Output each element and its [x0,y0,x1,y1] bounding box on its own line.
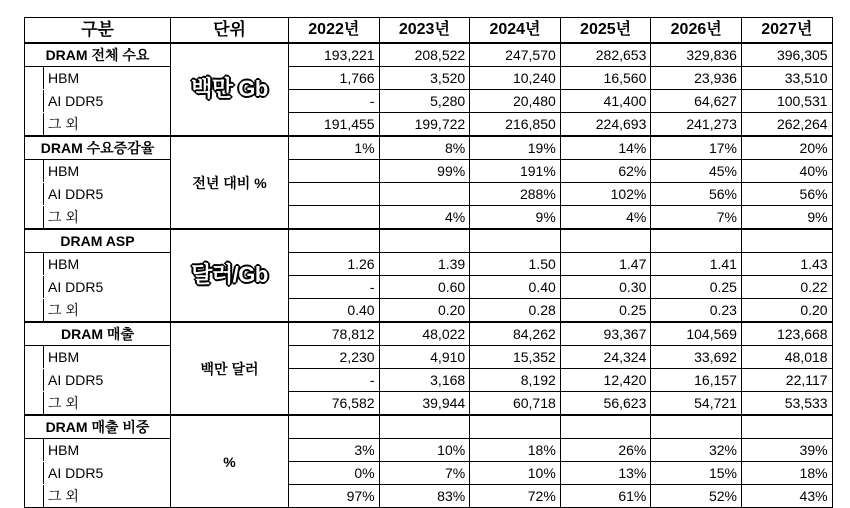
table-row [25,253,833,276]
row-label: AI DDR5 [43,276,166,298]
value-cell: 100,531 [741,90,832,113]
value-cell: 48,018 [741,346,832,369]
row-label: HBM [43,67,166,89]
table-row [25,392,833,416]
value-cell: 15,352 [470,346,561,369]
value-cell: - [289,90,380,113]
value-cell [470,415,561,439]
value-cell: 0.30 [560,276,651,299]
value-cell: 9% [741,206,832,230]
value-cell: 191% [470,160,561,183]
unit-cell [171,322,289,415]
value-cell: 56,623 [560,392,651,416]
header-year: 2026년 [651,18,742,44]
value-cell: 10% [379,439,470,462]
row-label: HBM [43,253,166,275]
value-cell: 191,455 [289,113,380,137]
value-cell: 104,569 [651,322,742,346]
table-row [25,67,833,90]
value-cell: 1.39 [379,253,470,276]
value-cell: 48,022 [379,322,470,346]
header-category: 구분 [25,18,171,44]
section-row [25,322,833,346]
table-row [25,439,833,462]
value-cell [379,229,470,253]
value-cell: 3,520 [379,67,470,90]
value-cell: 26% [560,439,651,462]
table-row [25,462,833,485]
row-label: 그 외 [43,299,166,321]
value-cell: 93,367 [560,322,651,346]
value-cell: 32% [651,439,742,462]
value-cell: 60,718 [470,392,561,416]
value-cell: 53,533 [741,392,832,416]
unit-cell [171,415,289,508]
value-cell: 10% [470,462,561,485]
value-cell: 10,240 [470,67,561,90]
row-label: 그 외 [43,485,166,507]
value-cell: 41,400 [560,90,651,113]
value-cell [741,229,832,253]
table-row [25,299,833,323]
value-cell [289,415,380,439]
section-title: DRAM 수요증감율 [25,136,171,160]
value-cell: 7% [651,206,742,230]
value-cell: 1.43 [741,253,832,276]
value-cell: 0% [289,462,380,485]
value-cell: 247,570 [470,43,561,67]
value-cell: 123,668 [741,322,832,346]
table-row [25,160,833,183]
row-label: AI DDR5 [43,462,166,484]
header-year: 2024년 [470,18,561,44]
section-title: DRAM 매출 [25,322,171,346]
section-title: DRAM ASP [25,229,171,253]
value-cell: 22,117 [741,369,832,392]
value-cell: 56% [651,183,742,206]
table-row [25,369,833,392]
value-cell: 1,766 [289,67,380,90]
value-cell: 1.47 [560,253,651,276]
section-title: DRAM 매출 비중 [25,415,171,439]
value-cell: 16,157 [651,369,742,392]
value-cell: 33,692 [651,346,742,369]
header-year: 2022년 [289,18,380,44]
section-row [25,136,833,160]
value-cell [651,229,742,253]
unit-label: 백만 Gb [191,75,268,101]
row-label: AI DDR5 [43,183,166,205]
dram-forecast-table [24,17,833,508]
value-cell: 4% [379,206,470,230]
value-cell: 208,522 [379,43,470,67]
value-cell: 3,168 [379,369,470,392]
value-cell: 396,305 [741,43,832,67]
unit-label: % [223,453,236,470]
value-cell: 84,262 [470,322,561,346]
value-cell: 262,264 [741,113,832,137]
unit-cell [171,136,289,229]
value-cell: 0.23 [651,299,742,323]
value-cell: 19% [470,136,561,160]
value-cell: 3% [289,439,380,462]
value-cell [560,415,651,439]
value-cell: 45% [651,160,742,183]
value-cell: 7% [379,462,470,485]
value-cell [560,229,651,253]
value-cell: 1.26 [289,253,380,276]
value-cell: 9% [470,206,561,230]
value-cell: 4% [560,206,651,230]
row-label: 그 외 [43,392,166,414]
value-cell: 97% [289,485,380,508]
table-row [25,90,833,113]
value-cell: 16,560 [560,67,651,90]
value-cell [289,229,380,253]
table-row [25,113,833,137]
value-cell: 224,693 [560,113,651,137]
section-title: DRAM 전체 수요 [25,43,171,67]
table-row [25,206,833,230]
value-cell: 56% [741,183,832,206]
value-cell: 2,230 [289,346,380,369]
value-cell: 216,850 [470,113,561,137]
unit-label: 달러/Gb [191,261,268,287]
value-cell: 8% [379,136,470,160]
value-cell: 0.25 [560,299,651,323]
value-cell: 78,812 [289,322,380,346]
value-cell [741,415,832,439]
row-label: 그 외 [43,113,166,135]
value-cell: 64,627 [651,90,742,113]
unit-cell [171,43,289,136]
header-year: 2027년 [741,18,832,44]
value-cell: 62% [560,160,651,183]
value-cell: 14% [560,136,651,160]
value-cell: 83% [379,485,470,508]
row-label: HBM [43,439,166,461]
value-cell: 39,944 [379,392,470,416]
value-cell: 99% [379,160,470,183]
value-cell: 241,273 [651,113,742,137]
value-cell: - [289,276,380,299]
header-year: 2023년 [379,18,470,44]
value-cell: 15% [651,462,742,485]
row-label: HBM [43,346,166,368]
value-cell: 5,280 [379,90,470,113]
value-cell: 199,722 [379,113,470,137]
value-cell: 0.20 [379,299,470,323]
row-label: HBM [43,160,166,182]
value-cell: 193,221 [289,43,380,67]
value-cell: 17% [651,136,742,160]
value-cell: 0.40 [289,299,380,323]
value-cell [470,229,561,253]
value-cell: 0.25 [651,276,742,299]
value-cell: 288% [470,183,561,206]
table-row [25,485,833,508]
unit-cell [171,229,289,322]
value-cell [379,415,470,439]
table-row [25,276,833,299]
value-cell: 4,910 [379,346,470,369]
value-cell: 20,480 [470,90,561,113]
value-cell: 102% [560,183,651,206]
value-cell: 33,510 [741,67,832,90]
value-cell: 18% [741,462,832,485]
value-cell: 1% [289,136,380,160]
value-cell: 13% [560,462,651,485]
header-year: 2025년 [560,18,651,44]
unit-label: 백만 달러 [200,360,259,377]
unit-label: 전년 대비 % [192,174,267,191]
row-label: AI DDR5 [43,369,166,391]
value-cell: 54,721 [651,392,742,416]
value-cell: 0.20 [741,299,832,323]
value-cell: 282,653 [560,43,651,67]
value-cell: 76,582 [289,392,380,416]
value-cell: 0.28 [470,299,561,323]
value-cell: 72% [470,485,561,508]
section-row [25,43,833,67]
value-cell: 8,192 [470,369,561,392]
value-cell: 0.22 [741,276,832,299]
header-unit: 단위 [171,18,289,44]
value-cell [289,160,380,183]
row-label: 그 외 [43,206,166,228]
value-cell: 43% [741,485,832,508]
value-cell: 61% [560,485,651,508]
value-cell: 18% [470,439,561,462]
value-cell [379,183,470,206]
value-cell: 24,324 [560,346,651,369]
value-cell: 40% [741,160,832,183]
value-cell: 39% [741,439,832,462]
value-cell: 23,936 [651,67,742,90]
value-cell [651,415,742,439]
section-row [25,415,833,439]
value-cell [289,206,380,230]
value-cell: - [289,369,380,392]
section-row [25,229,833,253]
row-label: AI DDR5 [43,90,166,112]
value-cell: 52% [651,485,742,508]
value-cell: 20% [741,136,832,160]
table-row [25,346,833,369]
value-cell: 12,420 [560,369,651,392]
header-row [25,18,833,44]
value-cell: 0.40 [470,276,561,299]
value-cell: 1.41 [651,253,742,276]
value-cell: 329,836 [651,43,742,67]
table-body [25,43,833,508]
table-row [25,183,833,206]
value-cell [289,183,380,206]
value-cell: 1.50 [470,253,561,276]
value-cell: 0.60 [379,276,470,299]
